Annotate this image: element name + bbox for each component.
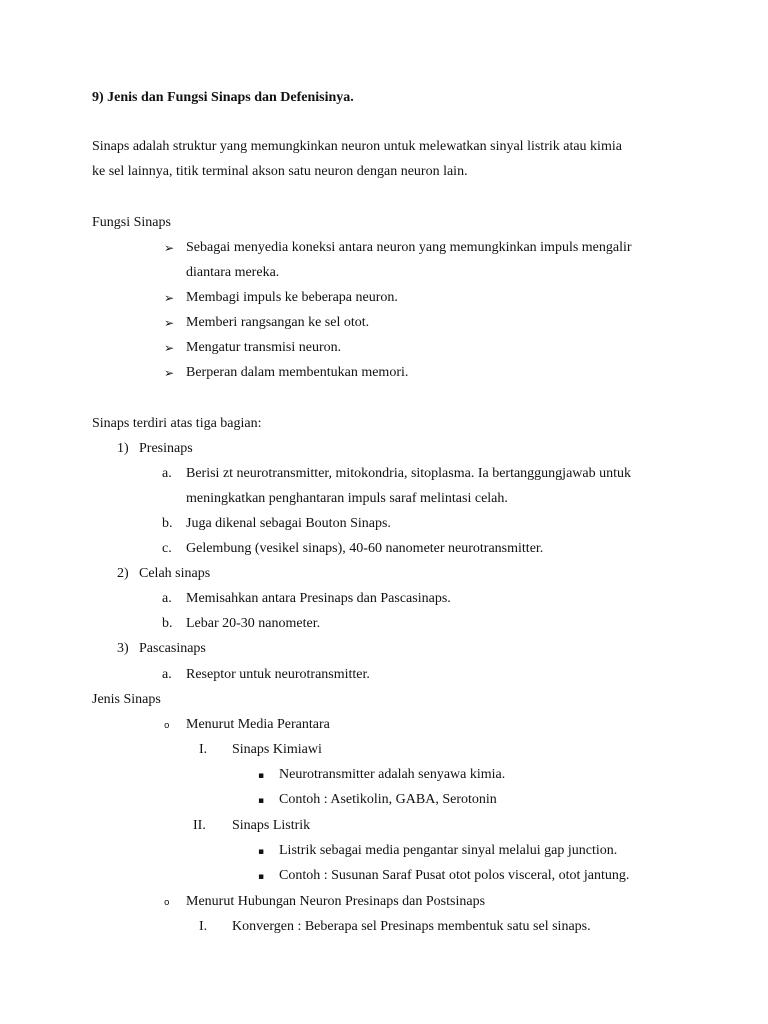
presinaps-item-b: Juga dikenal sebagai Bouton Sinaps.: [186, 516, 391, 531]
item-letter: a.: [162, 591, 172, 606]
kimiawi-point-2: Contoh : Asetikolin, GABA, Serotonin: [279, 792, 497, 807]
bagian-title: Sinaps terdiri atas tiga bagian:: [92, 416, 262, 431]
presinaps-item-a-line-2: meningkatkan penghantaran impuls saraf melintasi celah.: [186, 491, 508, 506]
part-number: 2): [117, 566, 129, 581]
roman-number: I.: [199, 742, 208, 757]
arrow-bullet-icon: ➢: [164, 291, 175, 305]
intro-line-1: Sinaps adalah struktur yang memungkinkan neuron untuk melewatkan sinyal listrik atau kimia: [92, 139, 622, 154]
intro-line-2: ke sel lainnya, titik terminal akson satu neuron dengan neuron lain.: [92, 164, 468, 179]
circle-bullet-icon: o: [164, 898, 170, 908]
part-number: 1): [117, 441, 129, 456]
section-heading: 9) Jenis dan Fungsi Sinaps dan Defenisinya.: [92, 90, 354, 105]
celah-item-b: Lebar 20-30 nanometer.: [186, 616, 321, 631]
fungsi-item-4: Mengatur transmisi neuron.: [186, 340, 342, 355]
type-label-listrik: Sinaps Listrik: [232, 818, 311, 833]
item-letter: c.: [162, 541, 172, 556]
listrik-point-1: Listrik sebagai media pengantar sinyal melalui gap junction.: [279, 843, 618, 858]
item-letter: b.: [162, 616, 173, 631]
square-bullet-icon: ▪: [258, 771, 265, 781]
jenis-title: Jenis Sinaps: [92, 692, 161, 707]
part-label-presinaps: Presinaps: [139, 441, 193, 456]
fungsi-item-1-line-1: Sebagai menyedia koneksi antara neuron yang memungkinkan impuls mengalir: [186, 240, 632, 255]
fungsi-item-1-line-2: diantara mereka.: [186, 265, 280, 280]
type-label-konvergen: Konvergen : Beberapa sel Presinaps membentuk satu sel sinaps.: [232, 919, 591, 934]
kimiawi-point-1: Neurotransmitter adalah senyawa kimia.: [279, 767, 506, 782]
presinaps-item-a-line-1: Berisi zt neurotransmitter, mitokondria, sitoplasma. Ia bertanggungjawab untuk: [186, 466, 631, 481]
fungsi-item-5: Berperan dalam membentukan memori.: [186, 365, 409, 380]
part-label-pascasinaps: Pascasinaps: [139, 641, 206, 656]
roman-number: II.: [193, 818, 206, 833]
square-bullet-icon: ▪: [258, 847, 265, 857]
media-label: Menurut Media Perantara: [186, 717, 330, 732]
square-bullet-icon: ▪: [258, 796, 265, 806]
celah-item-a: Memisahkan antara Presinaps dan Pascasinaps.: [186, 591, 451, 606]
pascasinaps-item-a: Reseptor untuk neurotransmitter.: [186, 667, 370, 682]
fungsi-title: Fungsi Sinaps: [92, 215, 171, 230]
roman-number: I.: [199, 919, 208, 934]
presinaps-item-c: Gelembung (vesikel sinaps), 40-60 nanometer neurotransmitter.: [186, 541, 544, 556]
arrow-bullet-icon: ➢: [164, 241, 175, 255]
square-bullet-icon: ▪: [258, 872, 265, 882]
fungsi-item-3: Memberi rangsangan ke sel otot.: [186, 315, 370, 330]
part-label-celah: Celah sinaps: [139, 566, 211, 581]
fungsi-item-2: Membagi impuls ke beberapa neuron.: [186, 290, 398, 305]
type-label-kimiawi: Sinaps Kimiawi: [232, 742, 322, 757]
hubungan-label: Menurut Hubungan Neuron Presinaps dan Postsinaps: [186, 894, 486, 909]
part-number: 3): [117, 641, 129, 656]
item-letter: b.: [162, 516, 173, 531]
listrik-point-2: Contoh : Susunan Saraf Pusat otot polos visceral, otot jantung.: [279, 868, 630, 883]
arrow-bullet-icon: ➢: [164, 316, 175, 330]
arrow-bullet-icon: ➢: [164, 366, 175, 380]
item-letter: a.: [162, 667, 172, 682]
item-letter: a.: [162, 466, 172, 481]
arrow-bullet-icon: ➢: [164, 341, 175, 355]
circle-bullet-icon: o: [164, 721, 170, 731]
